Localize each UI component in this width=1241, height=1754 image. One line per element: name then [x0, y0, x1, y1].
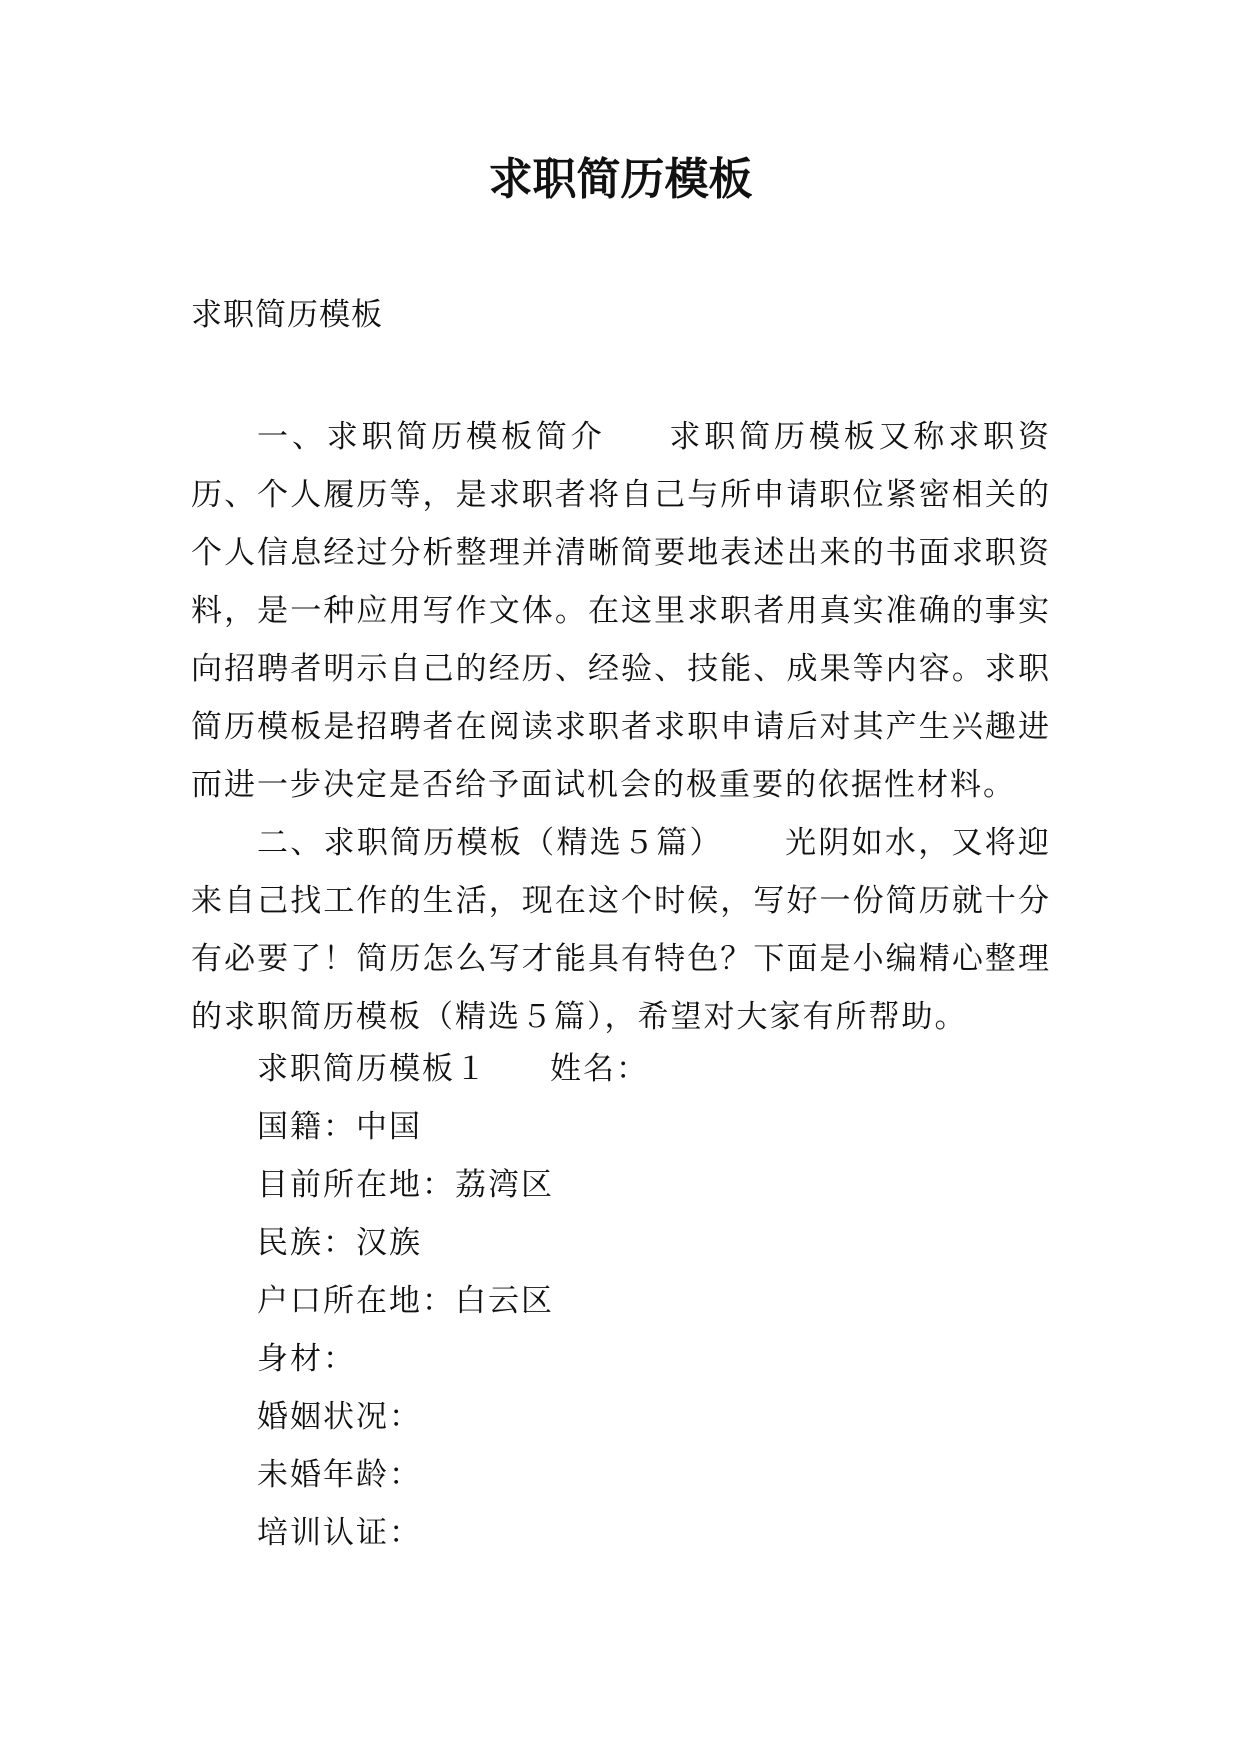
section-templates-text: 光阴如水，又将迎来自己找工作的生活，现在这个时候，写好一份简历就十分有必要了！简历怎么写才能具有特色？下面是小编精心整理的求职简历模板（精选５篇），希望对大家有所帮助。 — [191, 825, 1052, 1035]
template-1-heading: 求职简历模板１ — [257, 1051, 488, 1087]
field-unmarried-age: 未婚年龄： — [257, 1457, 422, 1493]
document-subtitle: 求职简历模板 — [191, 297, 383, 333]
template-1-heading-line — [257, 1040, 649, 1098]
field-name: 姓名： — [550, 1051, 649, 1087]
document-title: 求职简历模板 — [488, 154, 753, 205]
section-intro-text: 求职简历模板又称求职资历、个人履历等，是求职者将自己与所申请职位紧密相关的个人信息经过分析整理并清晰简要地表述出来的书面求职资料，是一种应用写作文体。在这里求职者用真实准确的事实向招聘者明示自己的经历、经验、技能、成果等内容。求职简历模板是招聘者在阅读求职者求职申请后对其产生兴趣进而进一步决定是否给予面试机会的极重要的依据性材料。 — [191, 419, 1052, 803]
field-marital-status: 婚姻状况： — [257, 1399, 422, 1435]
field-training-certification: 培训认证： — [257, 1515, 422, 1551]
section-templates-paragraph — [191, 814, 1051, 1046]
field-ethnicity: 民族：汉族 — [257, 1225, 422, 1261]
template-1-fields — [257, 1040, 649, 1562]
document-body — [191, 408, 1051, 1046]
section-templates-heading: 二、求职简历模板（精选５篇） — [257, 825, 723, 861]
field-household-registration: 户口所在地：白云区 — [257, 1283, 554, 1319]
section-intro-paragraph — [191, 408, 1051, 814]
field-nationality: 国籍：中国 — [257, 1109, 422, 1145]
section-intro-heading: 一、求职简历模板简介 — [257, 419, 606, 455]
field-physique: 身材： — [257, 1341, 356, 1377]
field-current-location: 目前所在地：荔湾区 — [257, 1167, 554, 1203]
